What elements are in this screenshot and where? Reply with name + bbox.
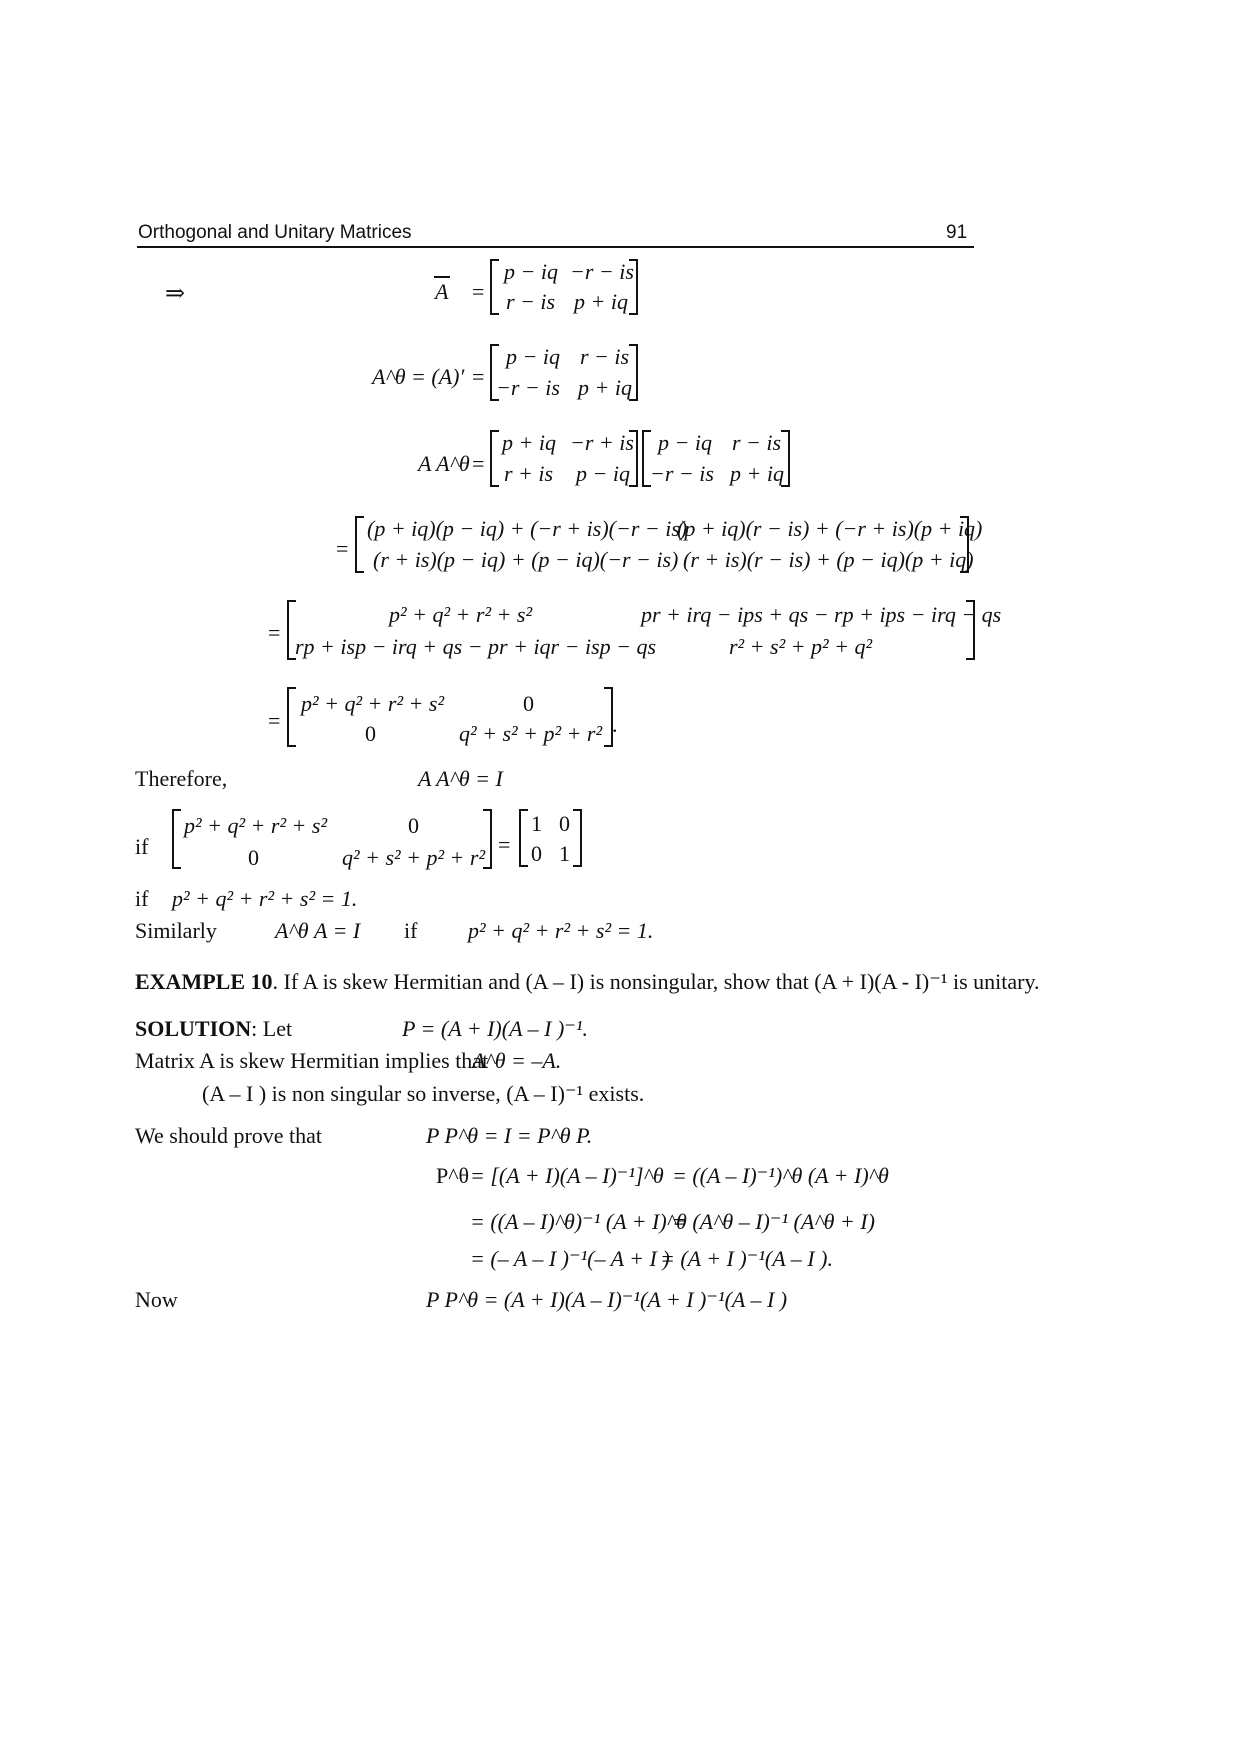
matrix-cell: (p + iq)(r − is) + (−r + is)(p + iq) [677,516,983,541]
therefore-expr: A A^θ = I [418,766,503,791]
step3-b: = (A + I )⁻¹(A – I ). [660,1246,833,1271]
matrix-product-expanded [355,516,983,573]
matrix-cell: p − iq [506,344,560,369]
matrix-cell: p + iq [578,375,632,400]
identity-matrix [519,809,582,867]
cond-expr: p² + q² + r² + s² = 1. [172,886,358,911]
eq3-equals: = [472,451,485,476]
if-equals: = [498,832,511,857]
matrix-cell: 0 [248,845,259,870]
matrix-cell: −r − is [496,375,560,400]
similarly-cond: p² + q² + r² + s² = 1. [468,918,654,943]
if-label: if [135,834,149,859]
eq2-lhs: A^θ = (A)′ [372,364,465,389]
example-statement [135,969,1040,995]
matrix-cell: r − is [580,344,630,369]
eq2-equals: = [472,364,485,389]
matrix-cell: r + is [504,461,554,486]
matrix-A-conjugate [490,259,638,315]
matrix-cell: p² + q² + r² + s² [301,691,445,716]
matrix-cell: p + iq [502,430,556,455]
solution-line2-text: Matrix A is skew Hermitian implies that [135,1048,489,1073]
step1-b: = ((A – I)⁻¹)^θ (A + I)^θ [672,1163,889,1188]
step2-b: = (A^θ – I)⁻¹ (A^θ + I) [672,1209,875,1234]
matrix-cell: 1 [531,811,542,836]
matrix-cell: p + iq [574,289,628,314]
therefore-label: Therefore, [135,766,228,791]
step2-a: = ((A – I)^θ)⁻¹ (A + I)^θ [470,1209,687,1234]
step3-a: = (– A – I )⁻¹(– A + I ) [470,1246,670,1271]
eq6-period: . [612,712,618,737]
solution-line2-expr: A^θ = –A. [472,1048,562,1073]
matrix-A [490,430,638,487]
matrix-cell: −r + is [570,430,634,455]
matrix-A-theta [490,344,638,401]
conjugate-bar [434,276,450,278]
page-number: 91 [946,222,968,243]
header-rule [137,246,974,248]
solution-label: SOLUTION [135,1016,252,1041]
matrix-cell: r − is [506,289,556,314]
matrix-cell: pr + irq − ips + qs − rp + ips − irq − qs [641,602,1002,627]
now-expr: P P^θ = (A + I)(A – I)⁻¹(A + I )⁻¹(A – I ) [426,1287,788,1312]
eq1-lhs: A [435,279,449,304]
matrix-cell: p + iq [730,461,784,486]
matrix-cell: p² + q² + r² + s² [184,813,328,838]
solution-line [135,1016,292,1042]
cond-if: if [135,886,149,911]
matrix-cell: r² + s² + p² + q² [729,634,873,659]
matrix-cell: 0 [531,841,542,866]
eq5-equals: = [268,620,281,645]
matrix-cell: rp + isp − irq + qs − pr + iqr − isp − qs [295,634,657,659]
matrix-cell: p² + q² + r² + s² [389,602,533,627]
eq3-lhs: A A^θ [418,451,470,476]
now-label: Now [135,1287,178,1312]
matrix-cell: 0 [559,811,570,836]
example-label: EXAMPLE 10 [135,969,273,994]
matrix-cell: 0 [523,691,534,716]
eq4-equals: = [336,536,349,561]
matrix-cell: −r − is [570,259,634,284]
matrix-cell: p − iq [576,461,630,486]
implies-symbol: ⇒ [165,281,186,307]
matrix-product-simplified [287,600,1002,660]
matrix-cell: p − iq [504,259,558,284]
matrix-cell: 1 [559,841,570,866]
matrix-cell: 0 [365,721,376,746]
matrix-cell: (r + is)(r − is) + (p − iq)(p + iq) [683,547,974,572]
matrix-cell: r − is [732,430,782,455]
eq6-equals: = [268,708,281,733]
solution-let: : Let [251,1016,293,1041]
matrix-condition [172,809,492,869]
matrix-cell: q² + s² + p² + r² [342,845,486,870]
prove-label: We should prove that [135,1123,323,1148]
similarly-if: if [404,918,418,943]
step1-a: = [(A + I)(A – I)⁻¹]^θ [470,1163,664,1188]
prove-expr: P P^θ = I = P^θ P. [426,1123,593,1148]
matrix-cell: (p + iq)(p − iq) + (−r + is)(−r − is) [367,516,688,541]
matrix-diagonal [287,687,613,747]
step1-lhs: P^θ [436,1163,470,1188]
matrix-cell: 0 [408,813,419,838]
matrix-A-theta-2 [642,430,790,487]
example-text: . If A is skew Hermitian and (A – I) is nonsingular, show that (A + I)(A - I)⁻¹ is unitary. [272,969,1040,994]
matrix-cell: (r + is)(p − iq) + (p − iq)(−r − is) [373,547,679,572]
running-header-title: Orthogonal and Unitary Matrices [138,222,412,243]
solution-line3: (A – I ) is non singular so inverse, (A – I)⁻¹ exists. [202,1081,645,1106]
matrix-cell: p − iq [658,430,712,455]
eq1-equals: = [472,279,485,304]
similarly-expr: A^θ A = I [275,918,361,943]
similarly-label: Similarly [135,918,217,943]
matrix-cell: −r − is [650,461,714,486]
matrix-cell: q² + s² + p² + r² [459,721,603,746]
solution-def: P = (A + I)(A – I )⁻¹. [402,1016,588,1041]
